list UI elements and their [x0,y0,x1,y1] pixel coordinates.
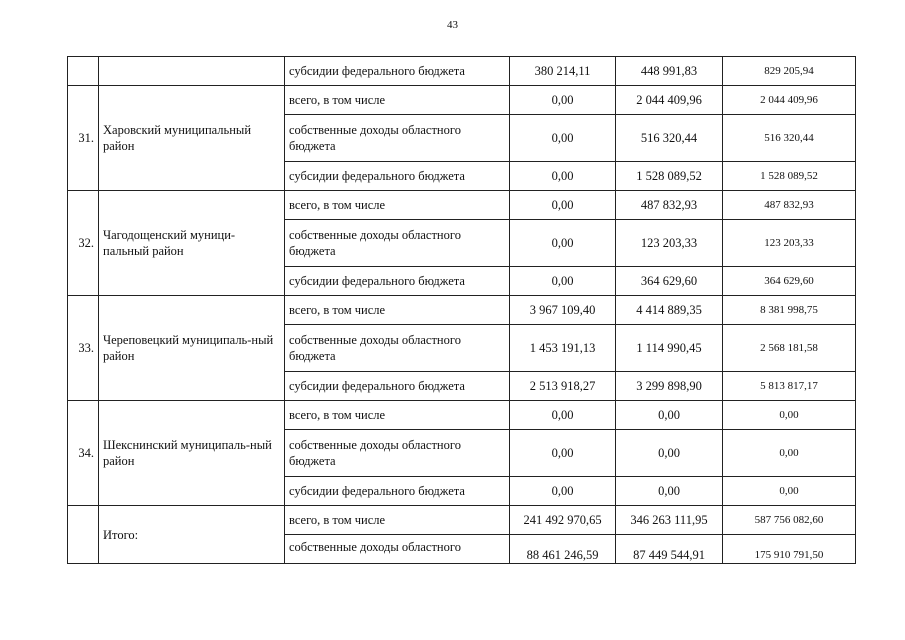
district-name-cell: Харовский муниципальный район [99,86,285,191]
value-cell: 516 320,44 [723,115,856,162]
value-cell: 0,00 [723,477,856,506]
value-cell: 0,00 [510,86,616,115]
row-number-cell: 32. [68,191,99,296]
value-cell: 2 044 409,96 [616,86,723,115]
value-cell: 0,00 [616,401,723,430]
row-number-cell: 31. [68,86,99,191]
category-cell: собственные доходы областного бюджета [285,115,510,162]
category-cell: всего, в том числе [285,506,510,535]
value-cell: 587 756 082,60 [723,506,856,535]
budget-table [67,56,856,564]
table-row [68,506,856,535]
value-cell: 1 528 089,52 [616,162,723,191]
category-cell: собственные доходы областного бюджета [285,220,510,267]
table-row [68,191,856,220]
value-cell: 0,00 [510,220,616,267]
category-cell: субсидии федерального бюджета [285,477,510,506]
value-cell: 516 320,44 [616,115,723,162]
row-number-cell [68,506,99,564]
value-cell: 3 299 898,90 [616,372,723,401]
category-cell: субсидии федерального бюджета [285,162,510,191]
row-number-cell [68,57,99,86]
category-cell: всего, в том числе [285,86,510,115]
value-cell: 1 453 191,13 [510,325,616,372]
value-cell: 380 214,11 [510,57,616,86]
value-cell: 0,00 [510,191,616,220]
value-cell: 0,00 [616,477,723,506]
value-cell: 175 910 791,50 [723,535,856,564]
value-cell: 87 449 544,91 [616,535,723,564]
value-cell: 2 513 918,27 [510,372,616,401]
value-cell: 241 492 970,65 [510,506,616,535]
value-cell: 346 263 111,95 [616,506,723,535]
category-cell: всего, в том числе [285,296,510,325]
value-cell: 2 568 181,58 [723,325,856,372]
category-cell: собственные доходы областного [285,535,510,564]
value-cell: 829 205,94 [723,57,856,86]
value-cell: 364 629,60 [723,267,856,296]
value-cell: 0,00 [723,430,856,477]
district-name-cell: Шекснинский муниципаль-ный район [99,401,285,506]
table-row [68,86,856,115]
value-cell: 0,00 [510,477,616,506]
value-cell: 487 832,93 [616,191,723,220]
value-cell: 4 414 889,35 [616,296,723,325]
value-cell: 3 967 109,40 [510,296,616,325]
district-name-cell [99,57,285,86]
page-number: 43 [447,19,458,31]
total-label-cell: Итого: [99,506,285,564]
value-cell: 2 044 409,96 [723,86,856,115]
value-cell: 5 813 817,17 [723,372,856,401]
value-cell: 88 461 246,59 [510,535,616,564]
value-cell: 0,00 [723,401,856,430]
value-cell: 0,00 [510,267,616,296]
category-cell: всего, в том числе [285,401,510,430]
value-cell: 0,00 [510,401,616,430]
district-name-cell: Чагодощенский муници-пальный район [99,191,285,296]
category-cell: собственные доходы областного бюджета [285,430,510,477]
category-cell: собственные доходы областного бюджета [285,325,510,372]
category-cell: субсидии федерального бюджета [285,57,510,86]
value-cell: 0,00 [510,430,616,477]
value-cell: 0,00 [616,430,723,477]
value-cell: 0,00 [510,115,616,162]
row-number-cell: 33. [68,296,99,401]
category-cell: субсидии федерального бюджета [285,372,510,401]
category-cell: субсидии федерального бюджета [285,267,510,296]
value-cell: 123 203,33 [723,220,856,267]
table-row [68,57,856,86]
table-row [68,296,856,325]
value-cell: 123 203,33 [616,220,723,267]
value-cell: 487 832,93 [723,191,856,220]
row-number-cell: 34. [68,401,99,506]
category-cell: всего, в том числе [285,191,510,220]
district-name-cell: Череповецкий муниципаль-ный район [99,296,285,401]
value-cell: 1 114 990,45 [616,325,723,372]
table-row [68,401,856,430]
value-cell: 0,00 [510,162,616,191]
value-cell: 364 629,60 [616,267,723,296]
value-cell: 448 991,83 [616,57,723,86]
value-cell: 1 528 089,52 [723,162,856,191]
value-cell: 8 381 998,75 [723,296,856,325]
